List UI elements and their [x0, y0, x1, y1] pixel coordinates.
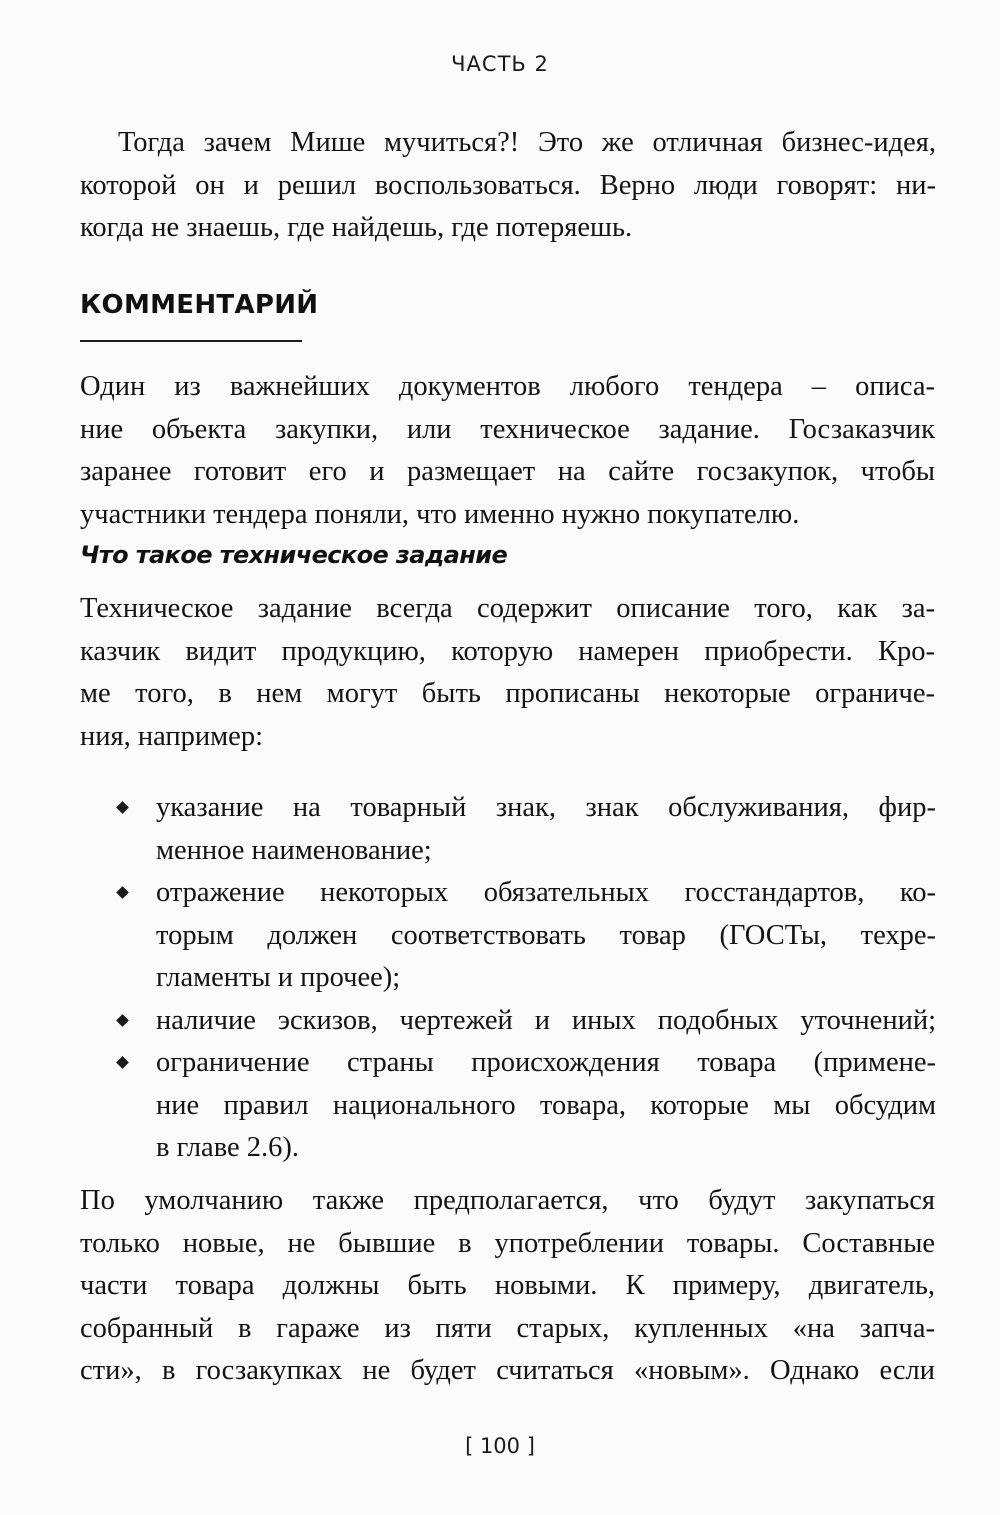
text-line: только новые, не бывшие в употреблении товары. Составные — [80, 1227, 935, 1259]
text-line: участники тендера поняли, что именно нужно покупателю. — [80, 498, 800, 530]
text-line: когда не знаешь, где найдешь, где потеряешь. — [80, 212, 633, 243]
text-line: наличие эскизов, чертежей и иных подобных уточнений; — [156, 1004, 936, 1036]
definition-paragraph — [80, 588, 935, 758]
restrictions-list — [118, 787, 936, 1170]
text-line: которой он и решил воспользоваться. Верно люди говорят: ни- — [80, 169, 936, 201]
diamond-bullet-icon — [116, 1014, 129, 1027]
text-line: Техническое задание всегда содержит описание того, как за- — [80, 593, 935, 624]
text-line: ния, например: — [80, 720, 263, 752]
text-line: казчик видит продукцию, которую намерен приобрести. Кро- — [80, 635, 935, 667]
text-line: Один из важнейших документов любого тендера – описа- — [80, 371, 935, 402]
diamond-bullet-icon — [116, 1056, 129, 1069]
list-item — [118, 872, 936, 1000]
comment-paragraph — [80, 366, 935, 536]
text-line: отражение некоторых обязательных госстандартов, ко- — [156, 877, 936, 908]
text-line: ние объекта закупки, или техническое задание. Госзаказчик — [80, 413, 935, 445]
heading-underline — [80, 340, 302, 342]
text-line: ме того, в нем могут быть прописаны некоторые ограниче- — [80, 678, 935, 709]
closing-paragraph — [80, 1180, 935, 1393]
text-line: гламенты и прочее); — [156, 962, 401, 993]
text-line: Тогда зачем Мише мучиться?! Это же отличная бизнес-идея, — [118, 127, 936, 158]
subsection-heading: Что такое техническое задание — [80, 541, 508, 569]
text-line: сти», в госзакупках не будет считаться «новым». Однако если — [80, 1355, 935, 1386]
text-line: ограничение страны происхождения товара (примене- — [156, 1047, 936, 1078]
text-line: собранный в гараже из пяти старых, купленных «на запча- — [80, 1312, 935, 1344]
text-line: заранее готовит его и размещает на сайте госзакупок, чтобы — [80, 456, 935, 487]
diamond-bullet-icon — [116, 801, 129, 814]
page-number: [ 100 ] — [465, 1434, 535, 1458]
text-line: части товара должны быть новыми. К примеру, двигатель, — [80, 1270, 935, 1301]
list-item — [118, 1000, 936, 1043]
text-line: менное наименование; — [156, 834, 432, 866]
list-item — [118, 1042, 936, 1170]
text-line: указание на товарный знак, знак обслуживания, фир- — [156, 792, 936, 823]
text-line: в главе 2.6). — [156, 1132, 300, 1163]
text-line: ние правил национального товара, которые мы обсудим — [156, 1089, 936, 1121]
list-item — [118, 787, 936, 872]
diamond-bullet-icon — [116, 886, 129, 899]
intro-paragraph — [80, 122, 936, 250]
text-line: торым должен соответствовать товар (ГОСТы, техре- — [156, 919, 936, 951]
text-line: По умолчанию также предполагается, что будут закупаться — [80, 1185, 935, 1216]
running-header: ЧАСТЬ 2 — [451, 52, 549, 76]
section-heading: КОММЕНТАРИЙ — [80, 290, 319, 320]
